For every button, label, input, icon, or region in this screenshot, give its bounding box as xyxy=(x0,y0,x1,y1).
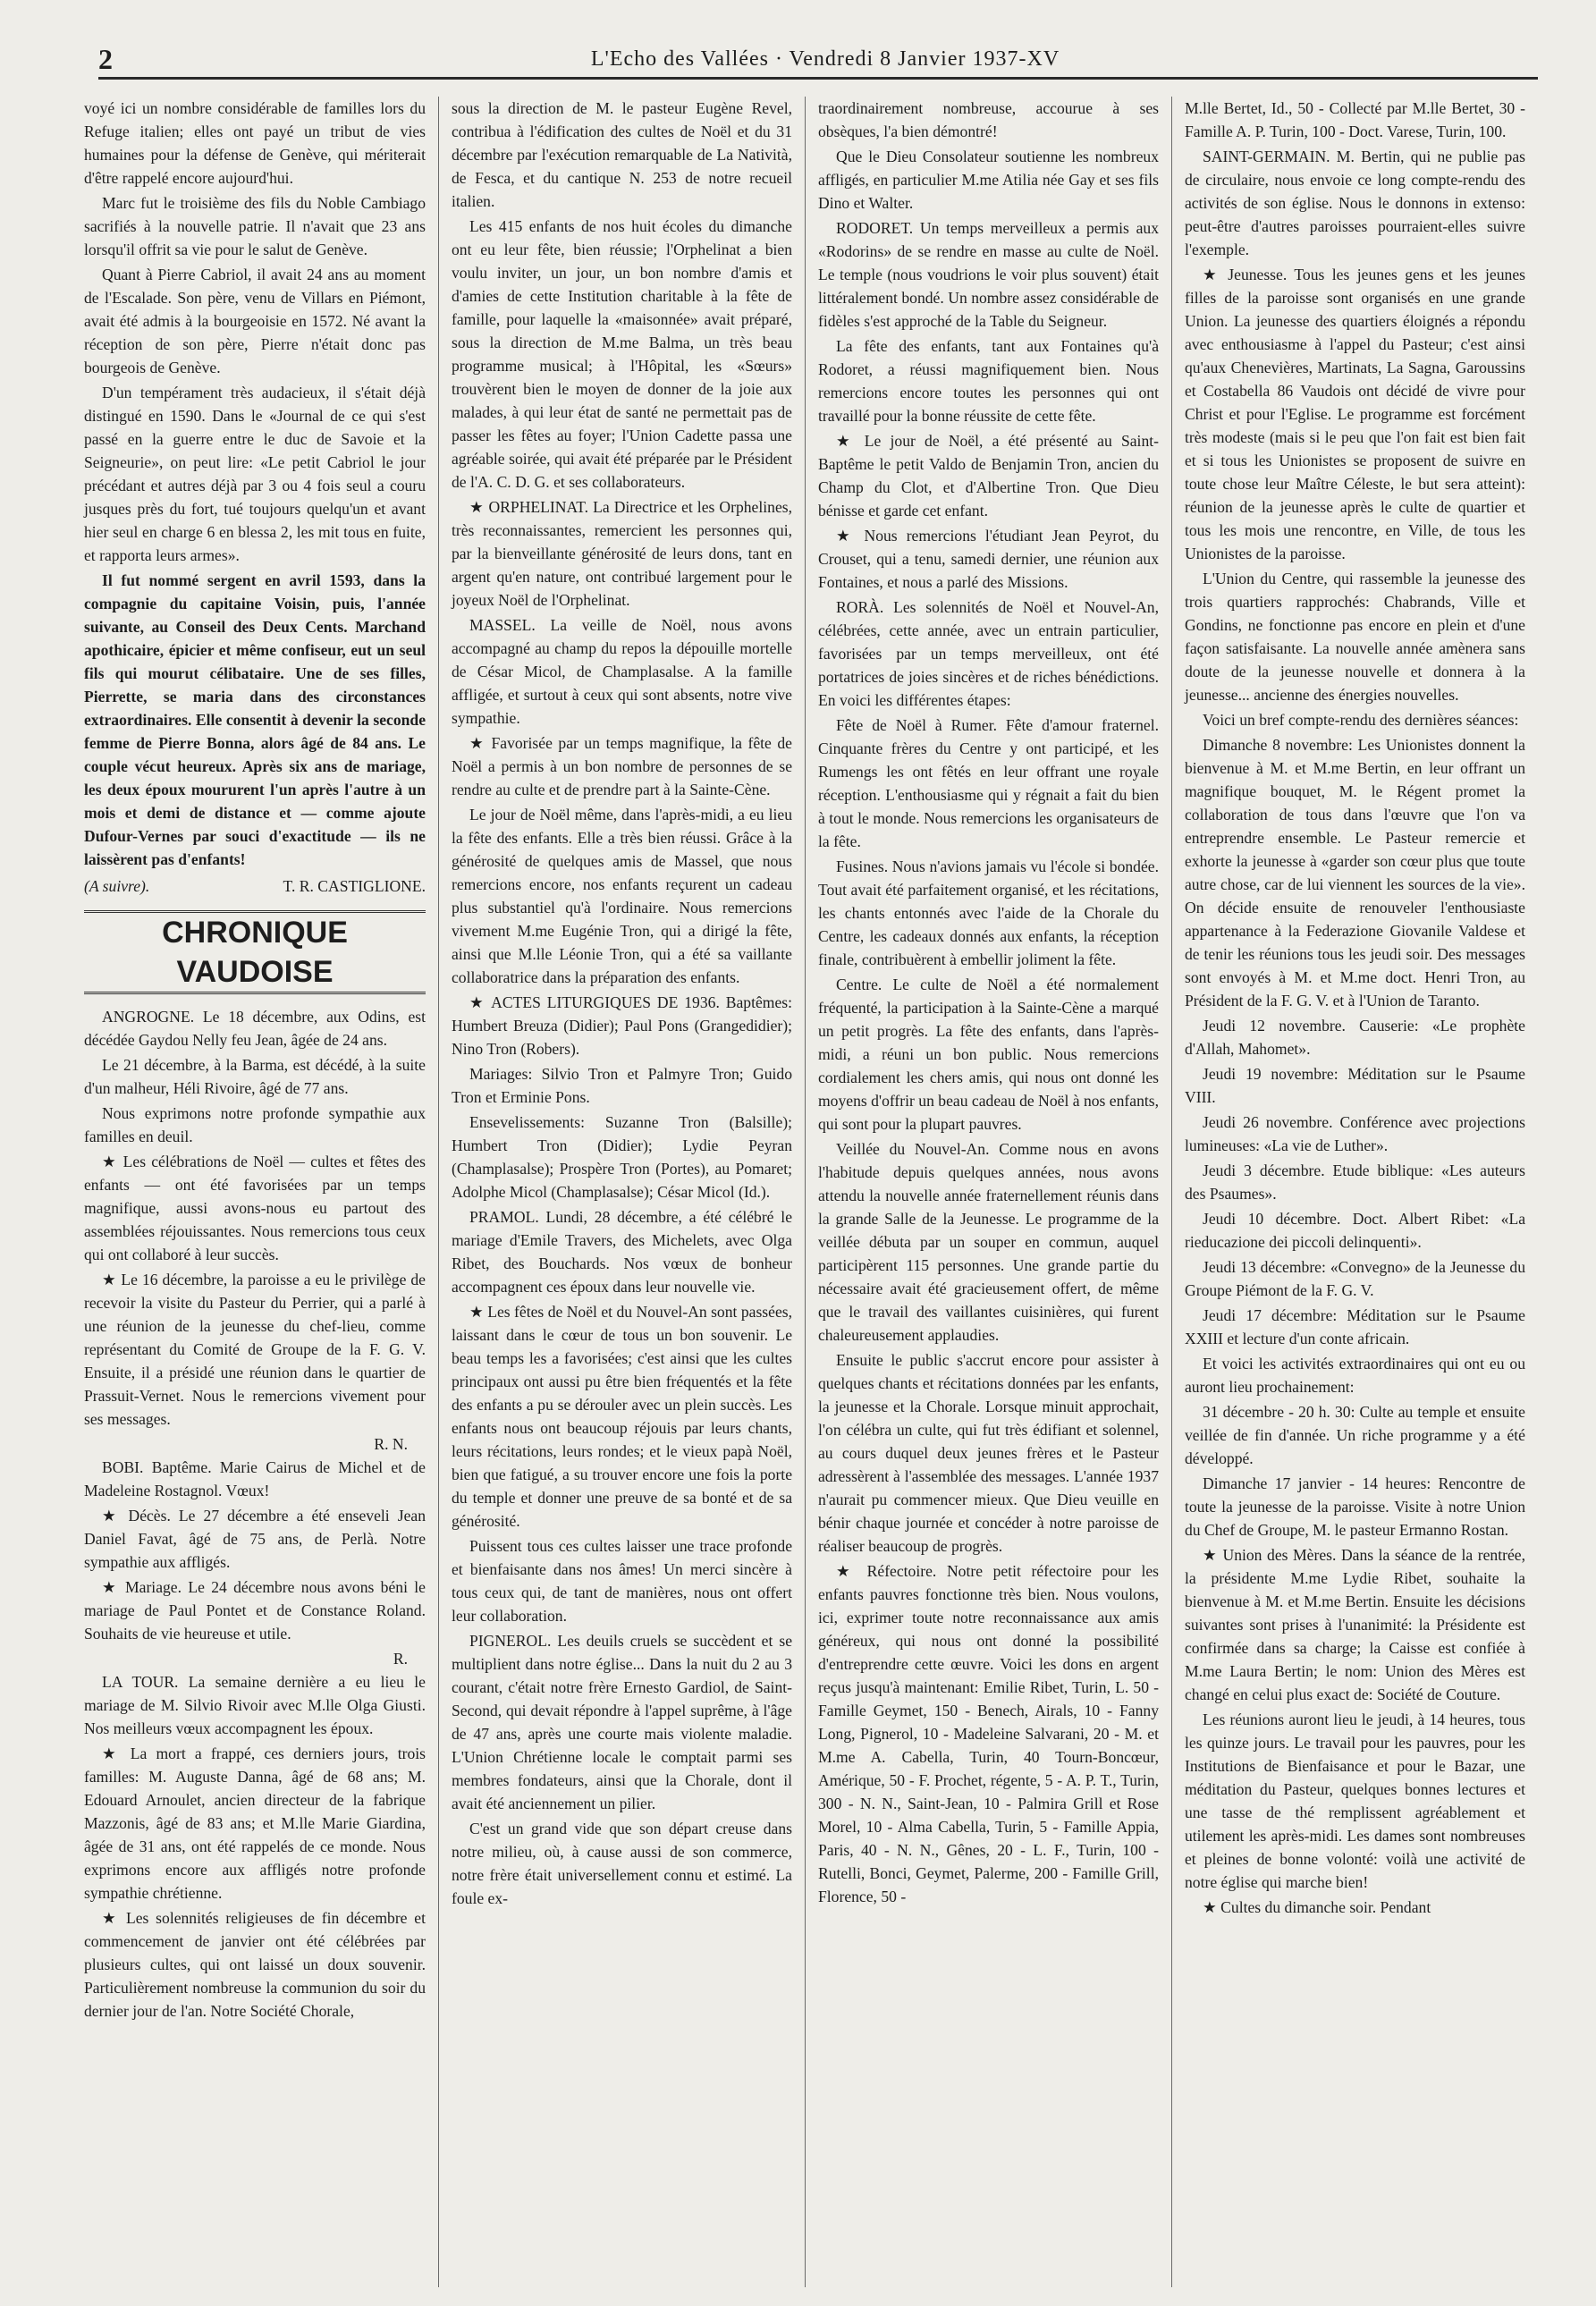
columns xyxy=(72,97,1538,2287)
paragraph: SAINT-GERMAIN. M. Bertin, qui ne publie pas de circulaire, nous envoie ce long compte-rendu des activités de son église. Nous le donnons in extenso: peut-être d'autres paroisses pourraient-elles suivre l'exemple. xyxy=(1185,148,1525,258)
news-entry: ★ Décès. Le 27 décembre a été enseveli Jean Daniel Favat, âgé de 75 ans, de Perlà. Notre sympathie aux affligés. xyxy=(84,1507,426,1571)
news-entry: Le 21 décembre, à la Barma, est décédé, à la suite d'un malheur, Héli Rivoire, âgé de 77 ans. xyxy=(84,1056,426,1097)
paragraph: voyé ici un nombre considérable de familles lors du Refuge italien; elles ont payé un tribut de vies humaines pour la défense de Genève, qui mériterait d'être rappelé encore aujourd'hui. xyxy=(84,99,426,187)
page-header xyxy=(98,41,1538,80)
paragraph: La fête des enfants, tant aux Fontaines qu'à Rodoret, a réussi magnifiquement bien. Nous remercions encore toutes les personnes qui ont travaillé pour la bonne réussite de cette fête. xyxy=(818,337,1159,425)
paragraph: M.lle Bertet, Id., 50 - Collecté par M.lle Bertet, 30 - Famille A. P. Turin, 100 - Doct. Varese, Turin, 100. xyxy=(1185,99,1525,140)
page-number: 2 xyxy=(98,42,113,75)
paragraph: Ensuite le public s'accrut encore pour assister à quelques chants et récitations données par les enfants, la jeunesse et la Chorale. Lorsque minuit approchait, l'on célébra un culte, qui fut très édifiant et solennel, au cours duquel deux jeunes frères et le Pasteur adressèrent à l'assemblée des messages. L'année 1937 n'aurait pu commencer mieux. Que Dieu veuille en bénir chaque journée et concéder à notre paroisse de réaliser beaucoup de progrès. xyxy=(818,1351,1159,1555)
paragraph: ★ ACTES LITURGIQUES DE 1936. Baptêmes: Humbert Breuza (Didier); Paul Pons (Grangedidier); Nino Tron (Robers). xyxy=(452,993,792,1058)
paragraph: ★ Les fêtes de Noël et du Nouvel-An sont passées, laissant dans le cœur de tous un bon souvenir. Le beau temps les a favorisées; c'est ainsi que les cultes principaux ont aussi pu être bien fréquentés et la fête des enfants a pu se dérouler avec un plein succès. Les enfants nous ont beaucoup réjouis par leurs chants, leurs récitations, leurs rondes; et le vieux papà Noël, bien que fatigué, a su trouver encore une fois la porte du temple et donner une preuve de sa bonté et de sa générosité. xyxy=(452,1303,792,1530)
paragraph: Fusines. Nous n'avions jamais vu l'école si bondée. Tout avait été parfaitement organisé, et les récitations, les chants entonnés avec l'aide de la Chorale du Centre, les cadeaux donnés aux enfants, la réception finale, contribuèrent à embellir joliment la fête. xyxy=(818,857,1159,968)
paragraph: Ensevelissements: Suzanne Tron (Balsille); Humbert Tron (Didier); Lydie Peyran (Champlasalse); Prospère Tron (Portes), au Pomaret; Adolphe Micol (Champlasalse); César Micol (Id.). xyxy=(452,1113,792,1201)
paragraph: Jeudi 12 novembre. Causerie: «Le prophète d'Allah, Mahomet». xyxy=(1185,1017,1525,1058)
paragraph: Jeudi 13 décembre: «Convegno» de la Jeunesse du Groupe Piémont de la F. G. V. xyxy=(1185,1258,1525,1299)
paragraph: PRAMOL. Lundi, 28 décembre, a été célébré le mariage d'Emile Travers, des Michelets, avec Olga Ribet, des Bouchards. Nos vœux de bonheur accompagnent ces époux dans leur nouvelle vie. xyxy=(452,1208,792,1296)
paragraph: Jeudi 17 décembre: Méditation sur le Psaume XXIII et lecture d'un conte africain. xyxy=(1185,1306,1525,1347)
paragraph: Veillée du Nouvel-An. Comme nous en avons l'habitude depuis quelques années, nous avons attendu la nouvelle année fraternellement réunis dans la grande Salle de la Jeunesse. Le programme de la veillée débuta par un souper en commun, auquel participèrent 115 personnes. Une grande partie du nécessaire avait été gracieusement offert, de même que le travail des vaillantes cuisinières, qui furent chaleureusement applaudies. xyxy=(818,1140,1159,1344)
paragraph: ★ Le jour de Noël, a été présenté au Saint-Baptême le petit Valdo de Benjamin Tron, ancien du Champ du Clot, et d'Albertine Tron. Que Dieu bénisse et garde cet enfant. xyxy=(818,432,1159,519)
entry-signoff: R. N. xyxy=(374,1435,408,1453)
news-entry: ★ Les solennités religieuses de fin décembre et commencement de janvier ont été célébrées par plusieurs cultes, qui ont laissé un doux souvenir. Particulièrement nombreuse la communion du soir du dernier jour de l'an. Notre Société Chorale, xyxy=(84,1909,426,2020)
paragraph: ★ Cultes du dimanche soir. Pendant xyxy=(1203,1898,1431,1916)
paragraph: Que le Dieu Consolateur soutienne les nombreux affligés, en particulier M.me Atilia née Gay et ses fils Dino et Walter. xyxy=(818,148,1159,212)
paragraph: Quant à Pierre Cabriol, il avait 24 ans au moment de l'Escalade. Son père, venu de Villars en Piémont, avait été admis à la bourgeoisie en 1572. Né avant la réception de son père, Pierre n'était donc pas bourgeois de Genève. xyxy=(84,266,426,376)
masthead-title: L'Echo des Vallées · Vendredi 8 Janvier 1937-XV xyxy=(590,46,1060,71)
news-entry: ★ Le 16 décembre, la paroisse a eu le privilège de recevoir la visite du Pasteur du Perrier, qui a parlé à une réunion de la jeunesse du chef-lieu, comme représentant du Comité de Groupe de la F. G. V. Ensuite, il a présidé une réunion dans le quartier de Prassuit-Vernet. Nous le remercions vivement pour ses messages. xyxy=(84,1271,426,1428)
news-entry: Nous exprimons notre profonde sympathie aux familles en deuil. xyxy=(84,1104,426,1145)
paragraph: Jeudi 3 décembre. Etude biblique: «Les auteurs des Psaumes». xyxy=(1185,1161,1525,1203)
paragraph: 31 décembre - 20 h. 30: Culte au temple et ensuite veillée de fin d'année. Un riche programme y a été développé. xyxy=(1185,1403,1525,1467)
entry-signoff: R. xyxy=(393,1650,408,1668)
paragraph: Fête de Noël à Rumer. Fête d'amour fraternel. Cinquante frères du Centre y ont participé, et les Rumengs les ont fêtés en leur offrant une royale réception. L'enthousiasme qui y régnait a fait du bien à tout le monde. Nous remercions les organisateurs de la fête. xyxy=(818,716,1159,850)
section-title: CHRONIQUE VAUDOISE xyxy=(84,910,426,994)
news-entry: ANGROGNE. Le 18 décembre, aux Odins, est décédée Gaydou Nelly feu Jean, âgée de 24 ans. xyxy=(84,1008,426,1049)
paragraph: C'est un grand vide que son départ creuse dans notre milieu, où, à cause aussi de son commerce, notre frère était universellement connu et estimé. La foule ex- xyxy=(452,1820,792,1907)
paragraph: Dimanche 8 novembre: Les Unionistes donnent la bienvenue à M. et M.me Bertin, en leur offrant un magnifique bouquet, M. le Régent promet la collaboration de tous dans l'œuvre que l'on va entreprendre ensemble. Le Pasteur remercie et exhorte la jeunesse à «garder son cœur plus que toute autre chose, car de lui viennent les sources de la vie». On décide ensuite de renouveler l'enthousiaste appartenance à la Federazione Giovanile Valdese et de tenir les réunions tous les jeudi soir. Des messages sont envoyés à M. et M.me doct. Henri Tron, au Président de la F. G. V. et à l'Union de Taranto. xyxy=(1185,736,1525,1009)
paragraph: ★ Union des Mères. Dans la séance de la rentrée, la présidente M.me Lydie Ribet, souhaite la bienvenue à M. et M.me Bertin. Ensuite les décisions suivantes sont prises à l'unanimité: la Présidente est confirmée dans sa charge; la Caisse est confiée à M.me Laura Bertin; le nom: Union des Mères est changé en celui plus exact de: Société de Couture. xyxy=(1185,1546,1525,1703)
paragraph: Les 415 enfants de nos huit écoles du dimanche ont eu leur fête, bien réussie; l'Orphelinat a bien voulu inviter, un jour, un bon nombre d'amis et d'amies de cette Institution charitable à la fête de famille, pour laquelle la «maisonnée» avait préparé, sous la direction de M.me Balma, un très beau programme musical; à l'Hôpital, les «Sœurs» trouvèrent bien le moyen de donner de la joie aux malades, à qui leur état de santé ne permettait pas de passer les fêtes au foyer; l'Union Cadette passa une agréable soirée, qui avait été préparée par le Président de l'A. C. D. G. et ses collaborateurs. xyxy=(452,217,792,491)
article-signature xyxy=(84,874,426,898)
column-4 xyxy=(1171,97,1538,2287)
paragraph: L'Union du Centre, qui rassemble la jeunesse des trois quartiers rapprochés: Chabrands, Ville et Gondins, ne fonctionne pas encore en plein et d'une façon satisfaisante. La nouvelle année amènera sans doute de la jeunesse nouvelle et donnera à la jeunesse... ancienne des énergies nouvelles. xyxy=(1185,570,1525,704)
paragraph: D'un tempérament très audacieux, il s'était déjà distingué en 1590. Dans le «Journal de ce qui s'est passé en la guerre entre le duc de Savoie et la Seigneurie», on peut lire: «Le petit Cabriol le jour précédant et autres déjà par 3 ou 4 fois seul a couru jusques près du fort, tué toujours quelqu'un et avant hier seul en charge 6 en blessa 2, les mit tous en fuite, et rapporta leurs armes». xyxy=(84,384,426,564)
paragraph: Puissent tous ces cultes laisser une trace profonde et bienfaisante dans nos âmes! Un merci sincère à tous ceux qui, de tant de manières, nous ont offert leur collaboration. xyxy=(452,1537,792,1625)
paragraph: Jeudi 19 novembre: Méditation sur le Psaume VIII. xyxy=(1185,1065,1525,1106)
column-1 xyxy=(72,97,438,2287)
paragraph: PIGNEROL. Les deuils cruels se succèdent et se multiplient dans notre église... Dans la nuit du 2 au 3 courant, c'était notre frère Ernesto Gardiol, de Saint-Second, qui devait répondre à l'appel suprême, à l'âge de 47 ans, après une courte mais violente maladie. L'Union Chrétienne locale le comptait parmi ses membres fondateurs, ainsi que la Chorale, dont il avait été anciennement un pilier. xyxy=(452,1632,792,1812)
news-entry: ★ Mariage. Le 24 décembre nous avons béni le mariage de Paul Pontet et de Constance Roland. Souhaits de vie heureuse et utile. xyxy=(84,1578,426,1643)
news-entry: LA TOUR. La semaine dernière a eu lieu le mariage de M. Silvio Rivoir avec M.lle Olga Giusti. Nos meilleurs vœux accompagnent les époux. xyxy=(84,1673,426,1737)
paragraph: Les réunions auront lieu le jeudi, à 14 heures, tous les quinze jours. Le travail pour les pauvres, pour les Institutions de Bienfaisance et pour le Bazar, une méditation du Pasteur, quelques bonnes lectures et une tasse de thé remplissent agréablement et utilement les après-midi. Les dames sont nombreuses et pleines de bonne volonté: voilà une activité de notre église qui marche bien! xyxy=(1185,1710,1525,1891)
paragraph: Jeudi 10 décembre. Doct. Albert Ribet: «La rieducazione dei piccoli delinquenti». xyxy=(1185,1210,1525,1251)
paragraph: Et voici les activités extraordinaires qui ont eu ou auront lieu prochainement: xyxy=(1185,1355,1525,1396)
paragraph: traordinairement nombreuse, accourue à ses obsèques, l'a bien démontré! xyxy=(818,99,1159,140)
news-entry: ★ Les célébrations de Noël — cultes et fêtes des enfants — ont été favorisées par un temps magnifique, aussi avons-nous eu partout des assemblées réjouissantes. Nous remercions tous ceux qui ont collaboré à leur succès. xyxy=(84,1153,426,1263)
paragraph: ★ Jeunesse. Tous les jeunes gens et les jeunes filles de la paroisse sont organisés en une grande Union. La jeunesse des quartiers éloignés a répondu avec enthousiasme à l'appel du Pasteur; c'est ainsi qu'aux Chenevières, Martinats, La Sagna, Garoussins et Costabella 86 Vaudois ont décidé de vivre pour Christ et pour l'Eglise. Le programme est forcément très modeste (mais si le peu que l'on fait est bien fait et si tous les Unionistes se proposent de suivre en toute chose leur Maître Céleste, le but sera atteint): réunion de la jeunesse après le culte de quartier et tous les mois une rencontre, en Ville, de tous les Unionistes de la paroisse. xyxy=(1185,266,1525,562)
paragraph: Jeudi 26 novembre. Conférence avec projections lumineuses: «La vie de Luther». xyxy=(1185,1113,1525,1154)
paragraph: sous la direction de M. le pasteur Eugène Revel, contribua à l'édification des cultes de Noël et du 31 décembre par l'exécution remarquable de La Natività, de Fesca, et du cantique N. 253 de notre recueil italien. xyxy=(452,99,792,210)
column-2 xyxy=(438,97,805,2287)
paragraph: Dimanche 17 janvier - 14 heures: Rencontre de toute la jeunesse de la paroisse. Visite à notre Union du Chef de Groupe, M. le pasteur Ermanno Rostan. xyxy=(1185,1474,1525,1539)
paragraph: RODORET. Un temps merveilleux a permis aux «Rodorins» de se rendre en masse au culte de Noël. Le temple (nous voudrions le voir plus souvent) était littéralement bondé. Un nombre assez considérable de fidèles s'est approché de la Table du Seigneur. xyxy=(818,219,1159,330)
paragraph: Centre. Le culte de Noël a été normalement fréquenté, la participation à la Sainte-Cène a marqué un petit progrès. La fête des enfants, dans l'après-midi, a réuni un bon public. Nous remercions cordialement les chers amis, qui nous ont donné les moyens d'offrir un beau cadeau de Noël à nos enfants, qui sont pour la plupart pauvres. xyxy=(818,976,1159,1133)
author-name: T. R. CASTIGLIONE. xyxy=(283,877,426,895)
paragraph: ★ Nous remercions l'étudiant Jean Peyrot, du Crouset, qui a tenu, samedi dernier, une réunion aux Fontaines, et nous a parlé des Missions. xyxy=(818,527,1159,591)
paragraph: RORÀ. Les solennités de Noël et Nouvel-An, célébrées, cette année, avec un entrain particulier, favorisées par un temps merveilleux, ont été portatrices de joies sincères et de riches bénédictions. En voici les différentes étapes: xyxy=(818,598,1159,709)
paragraph: Marc fut le troisième des fils du Noble Cambiago sacrifiés à la nouvelle patrie. Il n'avait que 23 ans lorsqu'il offrit sa vie pour le salut de Genève. xyxy=(84,194,426,258)
news-entry: ★ La mort a frappé, ces derniers jours, trois familles: M. Auguste Danna, âgé de 68 ans; M. Edouard Arnoulet, ancien directeur de la fabrique Mazzonis, âgé de 83 ans; et M.lle Marie Giardina, âgée de 31 ans, ont été rappelés de ce monde. Nous exprimons encore aux affligés notre profonde sympathie chrétienne. xyxy=(84,1744,426,1902)
paragraph: ★ Réfectoire. Notre petit réfectoire pour les enfants pauvres fonctionne très bien. Nous voulons, ici, exprimer toute notre reconnaissance aux amis généreux, qui nous ont donné la possibilité d'entreprendre cette œuvre. Voici les dons en argent reçus jusqu'à maintenant: Emilie Ribet, Turin, L. 50 - Famille Geymet, 150 - Benech, Airals, 10 - Fanny Long, Pignerol, 10 - Madeleine Salvarani, 20 - M. et M.me A. Cabella, Turin, 40 Tourn-Boncœur, Amérique, 50 - F. Prochet, régente, 5 - A. P. T., Turin, 300 - N. N., Saint-Jean, 10 - Palmira Grill et Rose Morel, 10 - Alma Cabella, Turin, 5 - Famille Appia, Paris, 40 - N. N., Gênes, 20 - L. F., Turin, 100 - Rutelli, Bonci, Geymet, Palerme, 200 - Famille Grill, Florence, 50 - xyxy=(818,1562,1159,1905)
to-be-continued: (A suivre). xyxy=(84,877,150,895)
paragraph: Le jour de Noël même, dans l'après-midi, a eu lieu la fête des enfants. Elle a très bien réussi. Grâce à la générosité de quelques amis de Massel, que nous remercions encore, nos enfants reçurent un cadeau plus substantiel qu'à l'ordinaire. Nous remercions vivement M.me Eugénie Tron, qui a dirigé la fête, ainsi que M.lle Léonie Tron, qui a été sa vaillante collaboratrice dans la préparation des enfants. xyxy=(452,806,792,986)
news-entry: BOBI. Baptême. Marie Cairus de Michel et de Madeleine Rostagnol. Vœux! xyxy=(84,1458,426,1499)
paragraph: Voici un bref compte-rendu des dernières séances: xyxy=(1203,711,1519,729)
paragraph: Mariages: Silvio Tron et Palmyre Tron; Guido Tron et Erminie Pons. xyxy=(452,1065,792,1106)
paragraph: ★ ORPHELINAT. La Directrice et les Orphelines, très reconnaissantes, remercient les personnes qui, par la bienveillante générosité de leurs dons, tant en argent qu'en nature, ont contribué largement pour le joyeux Noël de l'Orphelinat. xyxy=(452,498,792,609)
paragraph: Il fut nommé sergent en avril 1593, dans la compagnie du capitaine Voisin, puis, l'année suivante, au Conseil des Deux Cents. Marchand apothicaire, épicier et même confiseur, eut un seul fils qui mourut célibataire. Une de ses filles, Pierrette, se maria dans des circonstances extraordinaires. Elle consentit à devenir la seconde femme de Pierre Bonna, alors âgé de 84 ans. Le couple vécut heureux. Après six ans de mariage, les deux époux moururent l'un après l'autre à un mois et demi de distance et — comme ajoute Dufour-Vernes par souci d'exactitude — ils ne laissèrent pas d'enfants! xyxy=(84,571,426,868)
paragraph: MASSEL. La veille de Noël, nous avons accompagné au champ du repos la dépouille mortelle de César Micol, de Champlasalse. A la famille affligée, et surtout à ceux qui sont absents, notre vive sympathie. xyxy=(452,616,792,727)
column-3 xyxy=(805,97,1171,2287)
paragraph: ★ Favorisée par un temps magnifique, la fête de Noël a permis à un bon nombre de personnes de se rendre au culte et de prendre part à la Sainte-Cène. xyxy=(452,734,792,798)
